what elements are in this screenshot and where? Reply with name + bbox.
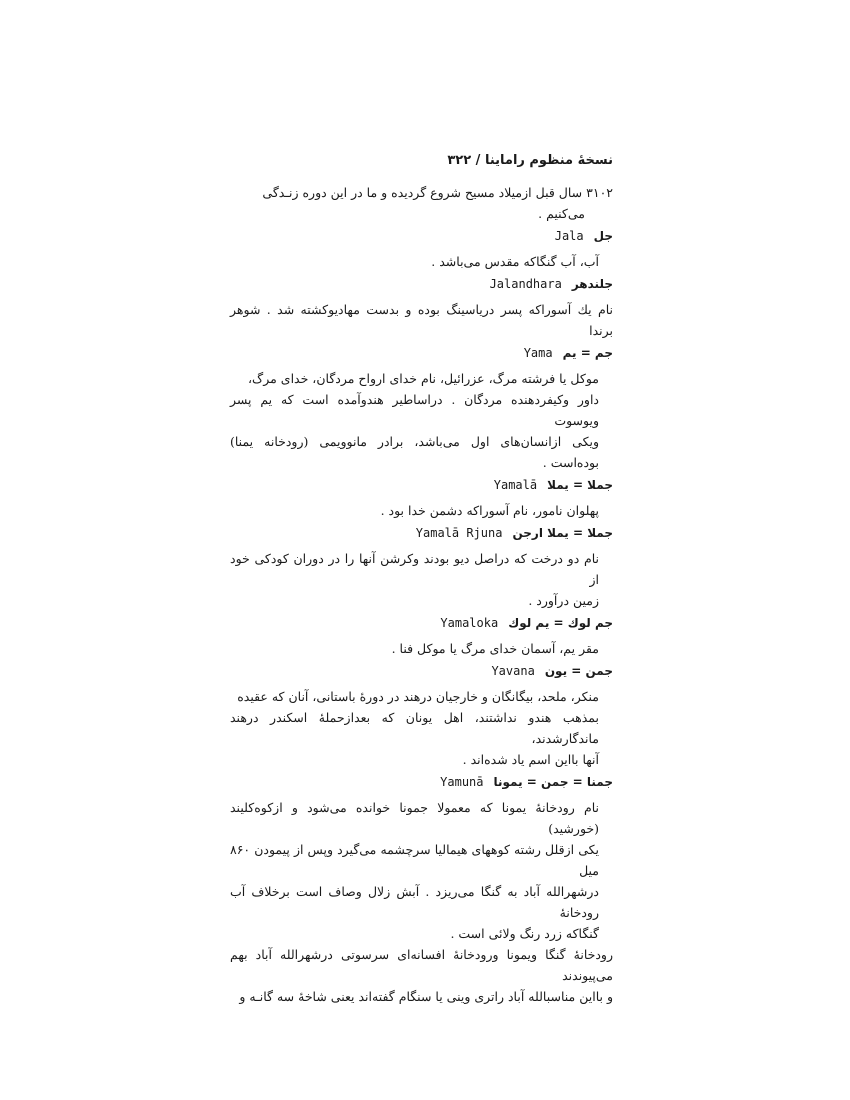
entry-definition-line: درشهرالله آباد به گنگا می‌ریزد . آبش زلال وصاف است برخلاف آب رودخانۀ: [230, 884, 599, 920]
intro-line: ۳۱۰۲ سال قبل ازمیلاد مسیح شروع گردیده و ما در این دوره زنـدگی: [262, 185, 613, 200]
glossary-entry-yamuna: [230, 775, 613, 944]
entry-term: جم = یم: [562, 346, 613, 360]
glossary-entry-jalandhara: [230, 277, 613, 341]
glossary-entry-yamaloka: [230, 616, 613, 659]
page-body: [230, 182, 613, 1007]
entry-heading: [230, 277, 613, 299]
entry-definition-line: داور وکیفردهنده مردگان . دراساطیر هندوآمده است که یم پسر ویوسوت: [230, 392, 599, 428]
entry-heading: [230, 526, 613, 548]
glossary-entry-yamala: [230, 478, 613, 521]
entry-term: جمن = یون: [544, 664, 613, 678]
entry-definition-line: ویکی ازانسان‌های اول می‌باشد، برادر مانوویمی (رودخانه یمنا) بوده‌است .: [230, 434, 599, 470]
entry-definition-line: پهلوان نامور، نام آسوراکه دشمن خدا بود .: [380, 503, 599, 518]
entry-term: جل: [593, 229, 613, 243]
entry-term: جم لوك = یم لوك: [508, 616, 613, 630]
entry-definition-line: نام رودخانۀ یمونا که معمولا جمونا خوانده می‌شود و ازکوه‌کلیند (خورشید): [230, 800, 599, 836]
intro-line: می‌کنیم .: [538, 206, 585, 221]
closing-paragraph: [230, 944, 613, 1007]
entry-latin: Yamaloka: [440, 616, 499, 630]
entry-definition-line: نام دو درخت که دراصل دیو بودند وکرشن آنها را در دوران کودکی خود از: [230, 551, 599, 587]
entry-heading: [230, 346, 613, 368]
entry-latin: Yamalā: [493, 478, 538, 492]
entry-latin: Yamalā Rjuna: [415, 526, 503, 540]
glossary-entry-jala: [230, 229, 613, 272]
closing-line: رودخانۀ گنگا ویمونا ورودخانۀ افسانه‌ای سرسوتی درشهرالله آباد بهم می‌پیوندند: [230, 947, 613, 983]
entry-latin: Jalandhara: [489, 277, 562, 291]
entry-term: جملا = یملا: [547, 478, 613, 492]
intro-paragraph: [230, 182, 613, 224]
entry-definition-line: زمین درآورد .: [528, 593, 599, 608]
entry-latin: Yama: [523, 346, 553, 360]
running-header: نسخۀ منظوم راماینا / ۳۲۲: [447, 153, 613, 168]
entry-definition-line: یکی ازقلل رشته کوههای هیمالیا سرچشمه می‌گیرد وپس از پیمودن ۸۶۰ میل: [230, 842, 599, 878]
glossary-entry-yama: [230, 346, 613, 473]
entry-term: جمنا = جمن = یمونا: [493, 775, 613, 789]
entry-heading: [230, 478, 613, 500]
entry-definition-line: موکل یا فرشته مرگ، عزرائیل، نام خدای ارواح مردگان، خدای مرگ،: [248, 371, 599, 386]
entry-heading: [230, 229, 613, 251]
entry-definition-line: بمذهب هندو نداشتند، اهل یونان که بعدازحملۀ اسکندر درهند ماندگارشدند،: [230, 710, 599, 746]
entry-definition-line: منکر، ملحد، بیگانگان و خارجیان درهند در دورۀ باستانی، آنان که عقیده: [237, 689, 599, 704]
entry-term: جلندهر: [571, 277, 613, 291]
glossary-entry-yavana: [230, 664, 613, 770]
entry-latin: Yavana: [491, 664, 535, 678]
glossary-entry-yamala-rjuna: [230, 526, 613, 611]
entry-definition-line: نام یك آسوراکه پسر دریاسینگ بوده و بدست مهادیوکشته شد . شوهر برندا: [230, 302, 613, 338]
entry-latin: Yamunā: [440, 775, 484, 789]
entry-term: جملا = یملا ارجن: [512, 526, 613, 540]
entry-heading: [230, 616, 613, 638]
entry-definition-line: آب، آب گنگاکه مقدس می‌باشد .: [431, 254, 599, 269]
entry-heading: [230, 664, 613, 686]
entry-latin: Jala: [554, 229, 584, 243]
closing-line: و بااین مناسبالله آباد راتری وینی یا سنگام گفته‌اند یعنی شاخۀ سه گانـه و: [239, 989, 613, 1004]
entry-definition-line: آنها بااین اسم یاد شده‌اند .: [462, 752, 599, 767]
entry-definition-line: گنگاکه زرد رنگ ولائی است .: [450, 926, 599, 941]
entry-heading: [230, 775, 613, 797]
entry-definition-line: مقر یم، آسمان خدای مرگ یا موکل فنا .: [391, 641, 599, 656]
